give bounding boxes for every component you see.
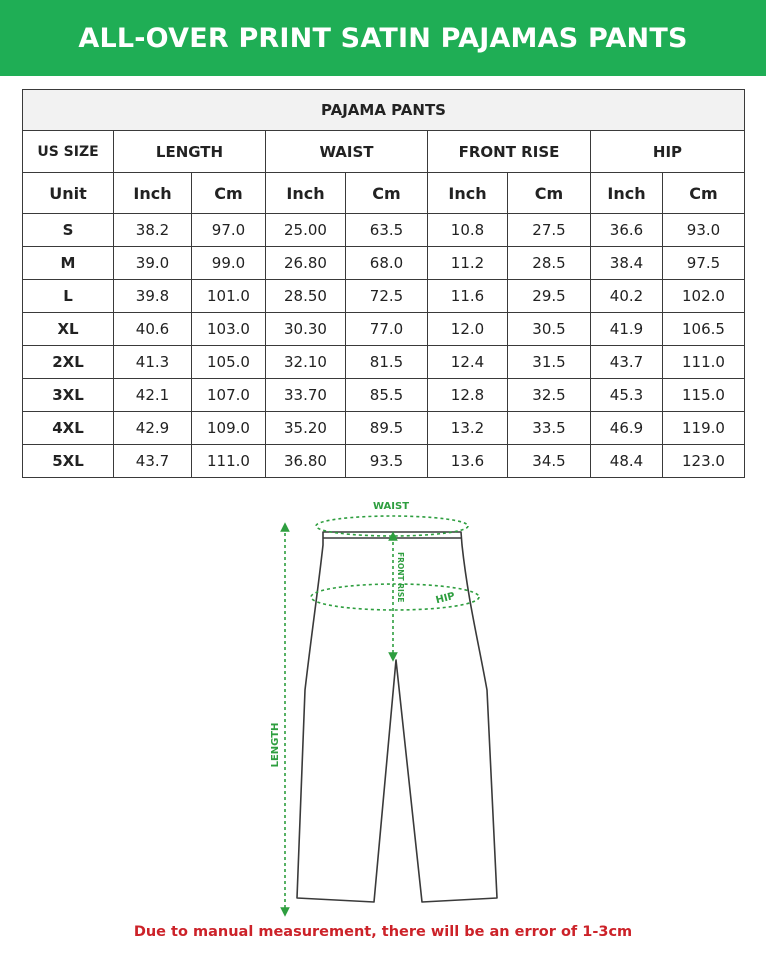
value-cell: 111.0: [663, 346, 745, 379]
value-cell: 33.70: [266, 379, 346, 412]
value-cell: 107.0: [192, 379, 266, 412]
value-cell: 31.5: [508, 346, 591, 379]
value-cell: 26.80: [266, 247, 346, 280]
value-cell: 36.80: [266, 445, 346, 478]
value-cell: 32.5: [508, 379, 591, 412]
value-cell: 97.0: [192, 214, 266, 247]
unit-cell: Cm: [663, 173, 745, 214]
table-title: PAJAMA PANTS: [23, 90, 745, 131]
value-cell: 93.5: [346, 445, 428, 478]
value-cell: 11.2: [428, 247, 508, 280]
value-cell: 77.0: [346, 313, 428, 346]
value-cell: 32.10: [266, 346, 346, 379]
table-group-header-row: [23, 131, 745, 173]
size-cell: L: [23, 280, 114, 313]
value-cell: 10.8: [428, 214, 508, 247]
value-cell: 93.0: [663, 214, 745, 247]
table-row: [23, 379, 745, 412]
header-banner: [0, 0, 766, 76]
value-cell: 43.7: [114, 445, 192, 478]
size-cell: 5XL: [23, 445, 114, 478]
waist-header: WAIST: [266, 131, 428, 173]
value-cell: 46.9: [591, 412, 663, 445]
length-label: LENGTH: [270, 722, 281, 768]
value-cell: 28.5: [508, 247, 591, 280]
value-cell: 12.4: [428, 346, 508, 379]
value-cell: 45.3: [591, 379, 663, 412]
value-cell: 115.0: [663, 379, 745, 412]
value-cell: 40.2: [591, 280, 663, 313]
value-cell: 39.0: [114, 247, 192, 280]
unit-cell: Cm: [192, 173, 266, 214]
value-cell: 63.5: [346, 214, 428, 247]
value-cell: 42.9: [114, 412, 192, 445]
hip-label: HIP: [434, 590, 457, 607]
value-cell: 72.5: [346, 280, 428, 313]
table-unit-row: [23, 173, 745, 214]
value-cell: 105.0: [192, 346, 266, 379]
table-row: [23, 412, 745, 445]
value-cell: 109.0: [192, 412, 266, 445]
size-chart-table: [22, 89, 745, 478]
value-cell: 11.6: [428, 280, 508, 313]
unit-cell: Inch: [591, 173, 663, 214]
size-cell: M: [23, 247, 114, 280]
value-cell: 111.0: [192, 445, 266, 478]
value-cell: 102.0: [663, 280, 745, 313]
value-cell: 12.8: [428, 379, 508, 412]
value-cell: 35.20: [266, 412, 346, 445]
hip-header: HIP: [591, 131, 745, 173]
value-cell: 97.5: [663, 247, 745, 280]
measurement-disclaimer: Due to manual measurement, there will be an error of 1-3cm: [133, 924, 633, 940]
table-row: [23, 445, 745, 478]
pants-measurement-diagram: [0, 490, 766, 920]
value-cell: 106.5: [663, 313, 745, 346]
value-cell: 68.0: [346, 247, 428, 280]
table-row: [23, 313, 745, 346]
waist-label: WAIST: [372, 501, 410, 512]
size-cell: 4XL: [23, 412, 114, 445]
value-cell: 27.5: [508, 214, 591, 247]
value-cell: 43.7: [591, 346, 663, 379]
value-cell: 48.4: [591, 445, 663, 478]
value-cell: 28.50: [266, 280, 346, 313]
value-cell: 89.5: [346, 412, 428, 445]
table-row: [23, 214, 745, 247]
size-cell: S: [23, 214, 114, 247]
value-cell: 36.6: [591, 214, 663, 247]
value-cell: 101.0: [192, 280, 266, 313]
unit-cell: Inch: [114, 173, 192, 214]
value-cell: 13.2: [428, 412, 508, 445]
page-title: ALL-OVER PRINT SATIN PAJAMAS PANTS: [78, 22, 688, 54]
value-cell: 13.6: [428, 445, 508, 478]
table-row: [23, 346, 745, 379]
value-cell: 85.5: [346, 379, 428, 412]
unit-cell: Cm: [508, 173, 591, 214]
value-cell: 38.2: [114, 214, 192, 247]
value-cell: 41.3: [114, 346, 192, 379]
size-cell: 3XL: [23, 379, 114, 412]
value-cell: 40.6: [114, 313, 192, 346]
front-rise-label: FRONT RISE: [396, 552, 405, 603]
front-rise-header: FRONT RISE: [428, 131, 591, 173]
value-cell: 99.0: [192, 247, 266, 280]
us-size-header: US SIZE: [23, 131, 114, 173]
value-cell: 29.5: [508, 280, 591, 313]
value-cell: 41.9: [591, 313, 663, 346]
value-cell: 30.5: [508, 313, 591, 346]
table-row: [23, 280, 745, 313]
value-cell: 33.5: [508, 412, 591, 445]
value-cell: 119.0: [663, 412, 745, 445]
value-cell: 25.00: [266, 214, 346, 247]
value-cell: 38.4: [591, 247, 663, 280]
length-header: LENGTH: [114, 131, 266, 173]
unit-cell: Inch: [428, 173, 508, 214]
value-cell: 39.8: [114, 280, 192, 313]
unit-header: Unit: [23, 173, 114, 214]
table-title-row: [23, 90, 745, 131]
value-cell: 42.1: [114, 379, 192, 412]
unit-cell: Inch: [266, 173, 346, 214]
value-cell: 34.5: [508, 445, 591, 478]
value-cell: 103.0: [192, 313, 266, 346]
value-cell: 12.0: [428, 313, 508, 346]
size-cell: 2XL: [23, 346, 114, 379]
value-cell: 30.30: [266, 313, 346, 346]
unit-cell: Cm: [346, 173, 428, 214]
size-cell: XL: [23, 313, 114, 346]
value-cell: 123.0: [663, 445, 745, 478]
table-row: [23, 247, 745, 280]
value-cell: 81.5: [346, 346, 428, 379]
